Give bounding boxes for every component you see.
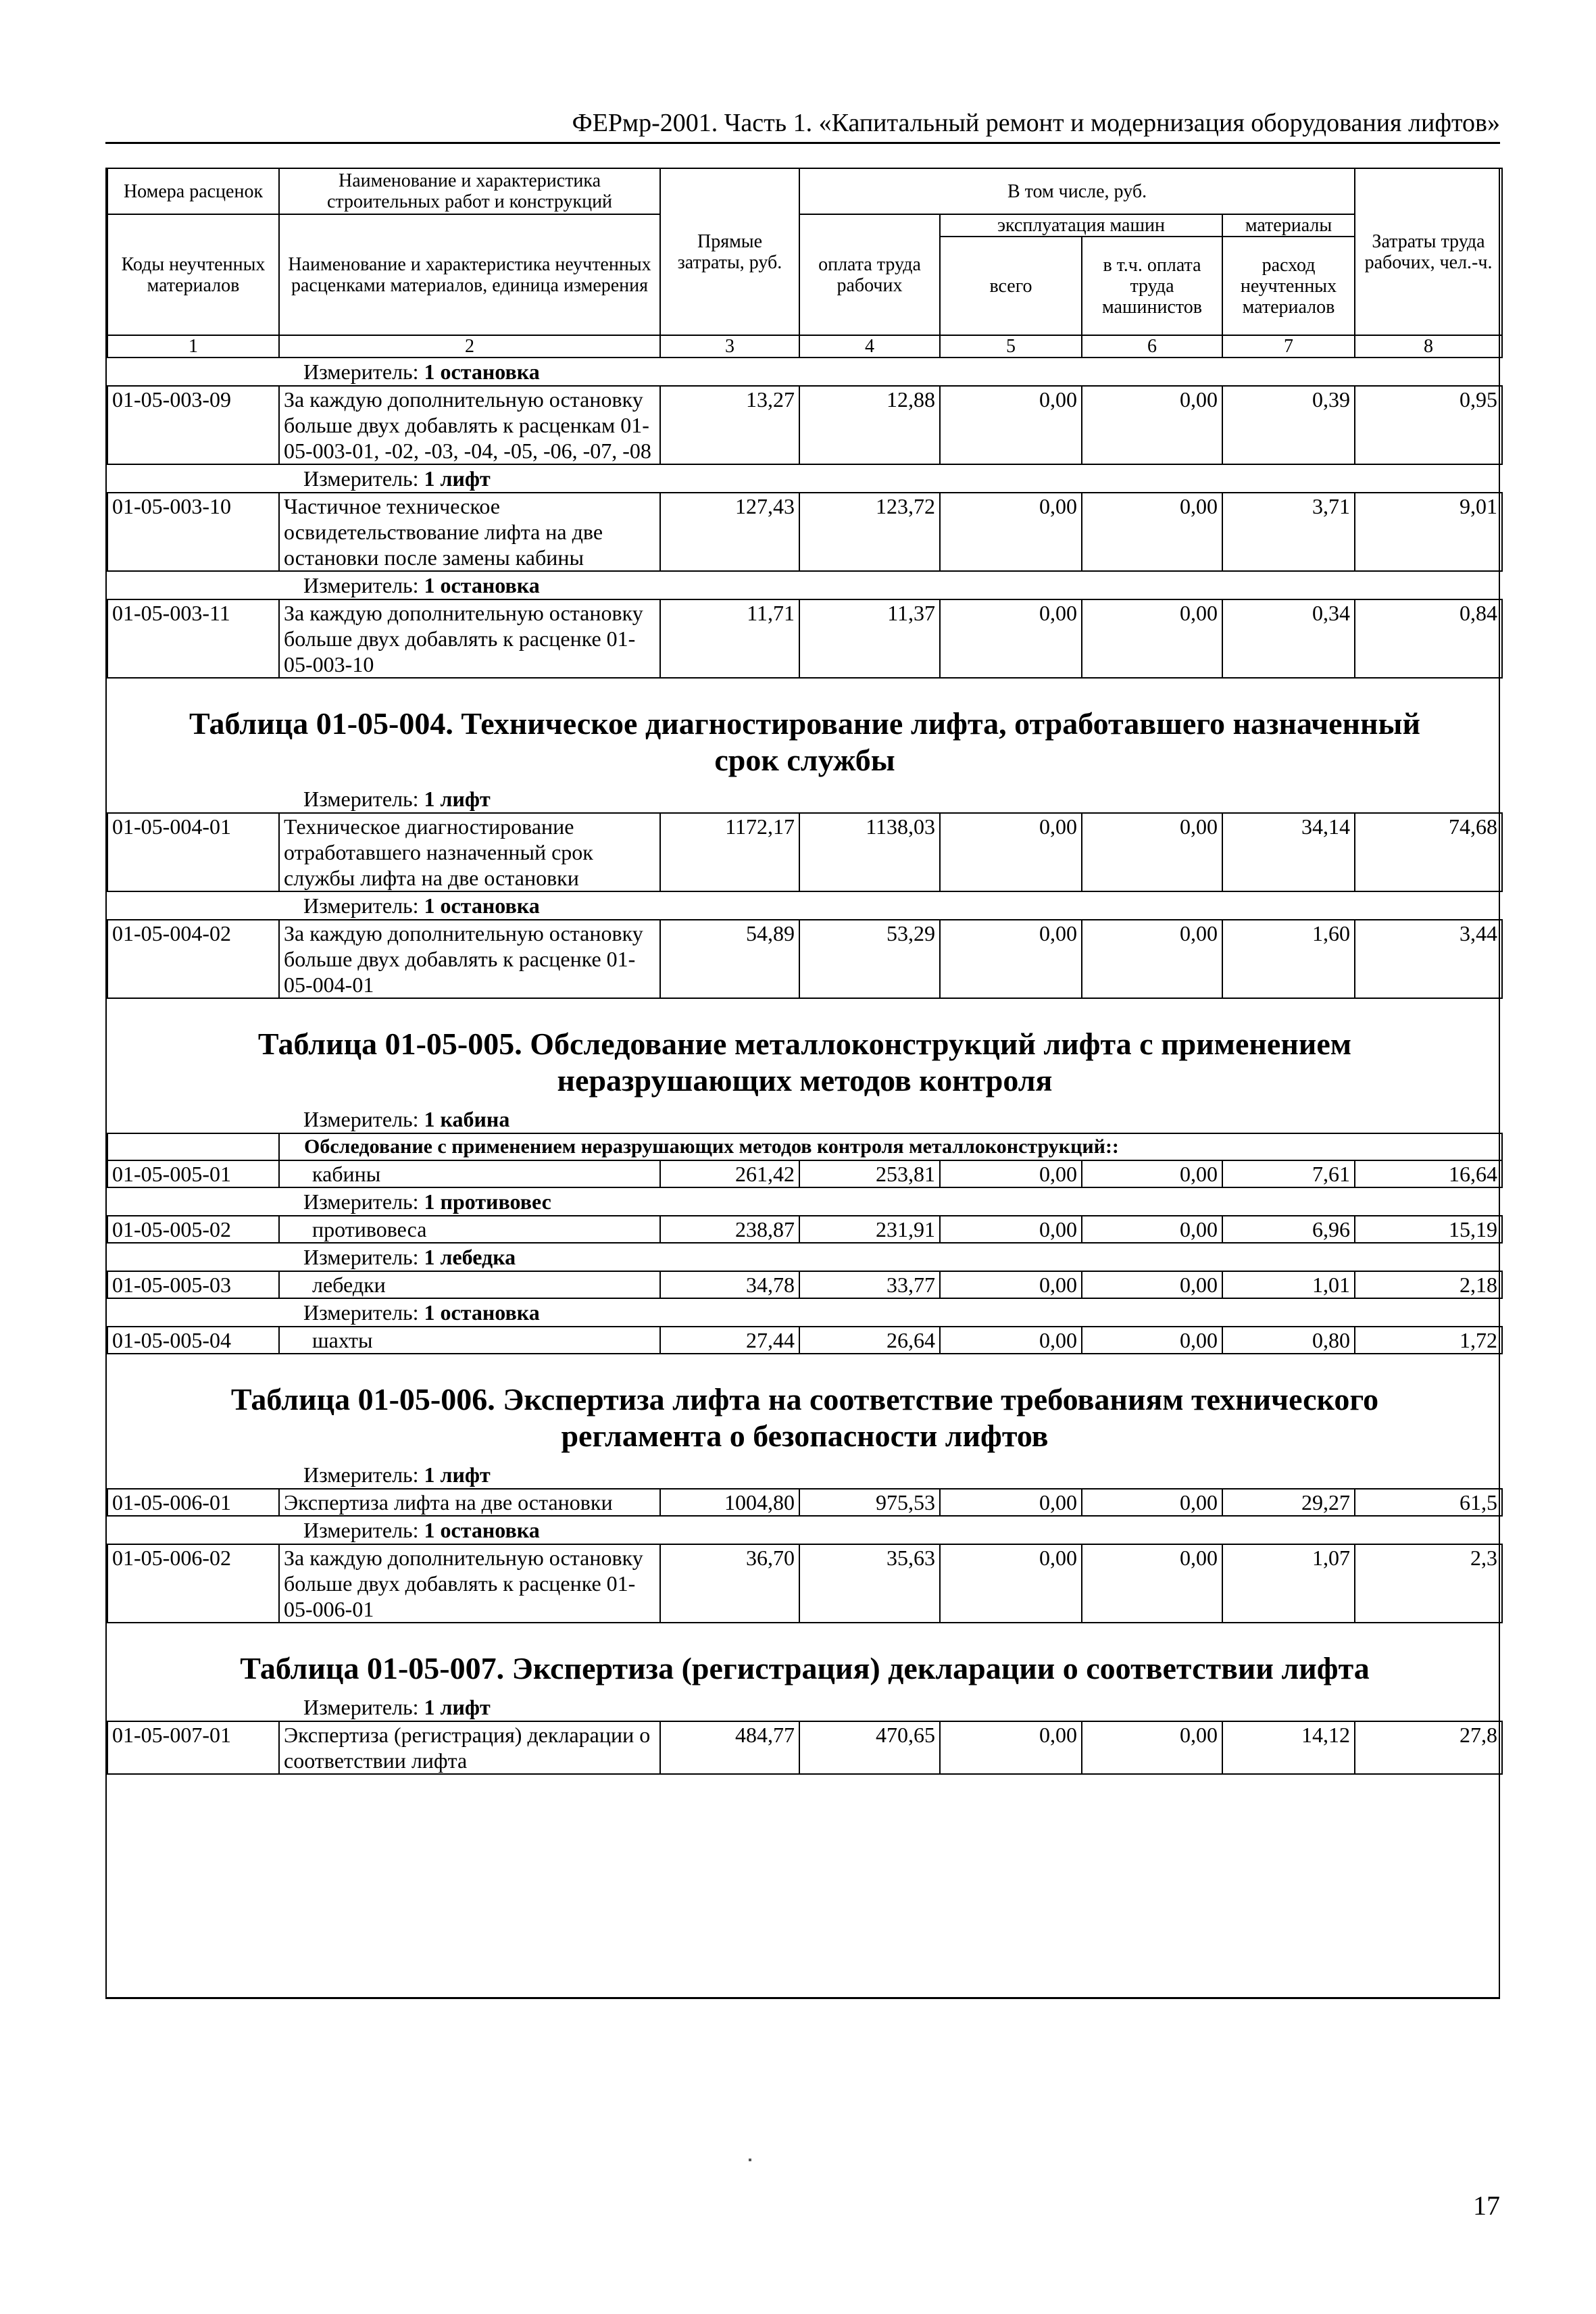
machines-total: 0,00 [940,386,1082,464]
column-number: 4 [799,335,940,358]
col4-header: оплата труда рабочих [799,214,940,335]
machines-total: 0,00 [940,1271,1082,1298]
group-label: Обследование с применением неразрушающих методов контроля металлоконструкций:: [279,1133,1502,1160]
materials-cost: 6,96 [1222,1216,1355,1243]
direct-costs: 34,78 [660,1271,799,1298]
labor-hours: 0,95 [1355,386,1502,464]
col5-header: всего [940,237,1082,335]
rate-name: Частичное техническое освидетельствование лифта на две остановки после замены кабины [279,493,660,571]
table-title-row [107,998,1502,1106]
labor-hours: 9,01 [1355,493,1502,571]
labor-hours: 61,5 [1355,1489,1502,1516]
scan-speck [749,2159,751,2161]
machines-header: эксплуатация машин [940,214,1222,237]
column-number: 1 [107,335,279,358]
machinists-pay: 0,00 [1082,1544,1222,1623]
materials-cost: 0,34 [1222,599,1355,678]
materials-cost: 3,71 [1222,493,1355,571]
col8-header: Затраты труда рабочих, чел.-ч. [1355,168,1502,335]
table-row [107,920,1502,998]
header-row-1 [107,168,1502,214]
group-row [107,1133,1502,1160]
materials-header: материалы [1222,214,1355,237]
labor-hours: 2,18 [1355,1271,1502,1298]
labor-hours: 3,44 [1355,920,1502,998]
labor-pay: 33,77 [799,1271,940,1298]
table-row [107,1327,1502,1354]
labor-pay: 231,91 [799,1216,940,1243]
header-rule [105,142,1500,144]
rate-code: 01-05-004-01 [107,813,279,891]
measure-unit: Измеритель: 1 остановка [303,1518,540,1542]
machinists-pay: 0,00 [1082,1271,1222,1298]
table-row [107,1160,1502,1187]
rate-code: 01-05-007-01 [107,1721,279,1774]
table-row [107,813,1502,891]
materials-cost: 0,39 [1222,386,1355,464]
table-row [107,386,1502,464]
labor-pay: 470,65 [799,1721,940,1774]
rate-code: 01-05-006-02 [107,1544,279,1623]
rate-code: 01-05-003-11 [107,599,279,678]
rate-code: 01-05-006-01 [107,1489,279,1516]
machines-total: 0,00 [940,1489,1082,1516]
labor-pay: 26,64 [799,1327,940,1354]
col2-header-bottom: Наименование и характеристика неучтенных расценками материалов, единица измерения [279,214,660,335]
rate-code: 01-05-003-09 [107,386,279,464]
col1-header-bottom: Коды неучтенных материалов [107,214,279,335]
measure-unit: Измеритель: 1 лифт [303,1695,491,1719]
labor-pay: 1138,03 [799,813,940,891]
rate-name: кабины [279,1160,660,1187]
col6-header: в т.ч. оплата труда машинистов [1082,237,1222,335]
direct-costs: 36,70 [660,1544,799,1623]
rate-name: лебедки [279,1271,660,1298]
labor-hours: 0,84 [1355,599,1502,678]
machinists-pay: 0,00 [1082,1160,1222,1187]
col2-header-top: Наименование и характеристика строительных работ и конструкций [279,168,660,214]
materials-cost: 34,14 [1222,813,1355,891]
column-number: 8 [1355,335,1502,358]
rate-name: противовеса [279,1216,660,1243]
table-row [107,1216,1502,1243]
rate-code: 01-05-005-02 [107,1216,279,1243]
rate-name: За каждую дополнительную остановку больше двух добавлять к расценкам 01-05-003-01, -02, -03, -04, -05, -06, -07, -08 [279,386,660,464]
unit-row [107,1243,1502,1271]
machines-total: 0,00 [940,1327,1082,1354]
col7-header: расход неучтенных материалов [1222,237,1355,335]
machines-total: 0,00 [940,599,1082,678]
materials-cost: 0,80 [1222,1327,1355,1354]
table-row [107,1721,1502,1774]
column-number: 2 [279,335,660,358]
materials-cost: 14,12 [1222,1721,1355,1774]
machinists-pay: 0,00 [1082,813,1222,891]
direct-costs: 238,87 [660,1216,799,1243]
header-row-2 [107,214,1502,237]
table-row [107,493,1502,571]
table-row [107,1489,1502,1516]
machinists-pay: 0,00 [1082,1216,1222,1243]
labor-pay: 975,53 [799,1489,940,1516]
table-row [107,1544,1502,1623]
measure-unit: Измеритель: 1 лифт [303,1462,491,1487]
labor-hours: 74,68 [1355,813,1502,891]
unit-row [107,1187,1502,1216]
table-title: Таблица 01-05-006. Экспертиза лифта на соответствие требованиям технического регламента о безопасности лифтов [230,1382,1379,1453]
rate-name: Техническое диагностирование отработавшего назначенный срок службы лифта на две остановки [279,813,660,891]
labor-pay: 123,72 [799,493,940,571]
unit-row [107,785,1502,813]
column-numbers-row [107,335,1502,358]
col1-header-top: Номера расценок [107,168,279,214]
page-number: 17 [1473,2190,1500,2221]
direct-costs: 13,27 [660,386,799,464]
direct-costs: 127,43 [660,493,799,571]
rates-table [107,168,1503,1775]
direct-costs: 27,44 [660,1327,799,1354]
unit-row [107,1106,1502,1133]
unit-row [107,464,1502,493]
table-title-row [107,1354,1502,1461]
rate-code: 01-05-005-01 [107,1160,279,1187]
measure-unit: Измеритель: 1 остановка [303,893,540,918]
machinists-pay: 0,00 [1082,920,1222,998]
column-number: 5 [940,335,1082,358]
labor-hours: 27,8 [1355,1721,1502,1774]
unit-row [107,1298,1502,1327]
machinists-pay: 0,00 [1082,493,1222,571]
unit-row [107,891,1502,920]
measure-unit: Измеритель: 1 остановка [303,573,540,597]
machinists-pay: 0,00 [1082,1327,1222,1354]
labor-pay: 53,29 [799,920,940,998]
materials-cost: 1,01 [1222,1271,1355,1298]
rate-name: За каждую дополнительную остановку больше двух добавлять к расценке 01-05-003-10 [279,599,660,678]
direct-costs: 1004,80 [660,1489,799,1516]
rate-name: шахты [279,1327,660,1354]
labor-hours: 2,3 [1355,1544,1502,1623]
machinists-pay: 0,00 [1082,1721,1222,1774]
direct-costs: 54,89 [660,920,799,998]
col3-header: Прямые затраты, руб. [660,168,799,335]
labor-pay: 12,88 [799,386,940,464]
unit-row [107,1461,1502,1489]
machines-total: 0,00 [940,1216,1082,1243]
materials-cost: 1,60 [1222,920,1355,998]
direct-costs: 1172,17 [660,813,799,891]
machines-total: 0,00 [940,920,1082,998]
rate-name: За каждую дополнительную остановку больше двух добавлять к расценке 01-05-006-01 [279,1544,660,1623]
measure-unit: Измеритель: 1 кабина [303,1107,510,1131]
measure-unit: Измеритель: 1 лифт [303,787,491,811]
materials-cost: 1,07 [1222,1544,1355,1623]
machinists-pay: 0,00 [1082,599,1222,678]
measure-unit: Измеритель: 1 остановка [303,360,540,384]
machinists-pay: 0,00 [1082,386,1222,464]
machines-total: 0,00 [940,813,1082,891]
materials-cost: 29,27 [1222,1489,1355,1516]
labor-pay: 253,81 [799,1160,940,1187]
machines-total: 0,00 [940,1721,1082,1774]
included-header: В том числе, руб. [799,168,1355,214]
table-row [107,599,1502,678]
column-number: 6 [1082,335,1222,358]
running-header: ФЕРмр-2001. Часть 1. «Капитальный ремонт и модернизация оборудования лифтов» [572,109,1500,137]
rate-code: 01-05-003-10 [107,493,279,571]
machines-total: 0,00 [940,493,1082,571]
machines-total: 0,00 [940,1160,1082,1187]
machines-total: 0,00 [940,1544,1082,1623]
table-title: Таблица 01-05-005. Обследование металлоконструкций лифта с применением неразрушающих методов контроля [257,1027,1352,1098]
rate-name: Экспертиза (регистрация) декларации о соответствии лифта [279,1721,660,1774]
table-row [107,1271,1502,1298]
measure-unit: Измеритель: 1 остановка [303,1300,540,1325]
machinists-pay: 0,00 [1082,1489,1222,1516]
unit-row [107,1516,1502,1544]
direct-costs: 11,71 [660,599,799,678]
table-title-row [107,678,1502,785]
rate-code: 01-05-005-03 [107,1271,279,1298]
rate-name: За каждую дополнительную остановку больше двух добавлять к расценке 01-05-004-01 [279,920,660,998]
materials-cost: 7,61 [1222,1160,1355,1187]
direct-costs: 261,42 [660,1160,799,1187]
direct-costs: 484,77 [660,1721,799,1774]
unit-row [107,571,1502,599]
rates-frame [105,168,1500,1999]
measure-unit: Измеритель: 1 лифт [303,466,491,491]
unit-row [107,358,1502,386]
rate-name: Экспертиза лифта на две остановки [279,1489,660,1516]
labor-pay: 11,37 [799,599,940,678]
rate-code: 01-05-004-02 [107,920,279,998]
labor-hours: 15,19 [1355,1216,1502,1243]
table-title: Таблица 01-05-007. Экспертиза (регистрация) декларации о соответствии лифта [240,1651,1370,1685]
table-title: Таблица 01-05-004. Техническое диагностирование лифта, отработавшего назначенный срок службы [189,706,1420,777]
column-number: 7 [1222,335,1355,358]
measure-unit: Измеритель: 1 лебедка [303,1245,516,1269]
table-title-row [107,1623,1502,1694]
unit-row [107,1694,1502,1721]
rate-code: 01-05-005-04 [107,1327,279,1354]
measure-unit: Измеритель: 1 противовес [303,1189,551,1214]
column-number: 3 [660,335,799,358]
labor-hours: 1,72 [1355,1327,1502,1354]
labor-pay: 35,63 [799,1544,940,1623]
labor-hours: 16,64 [1355,1160,1502,1187]
